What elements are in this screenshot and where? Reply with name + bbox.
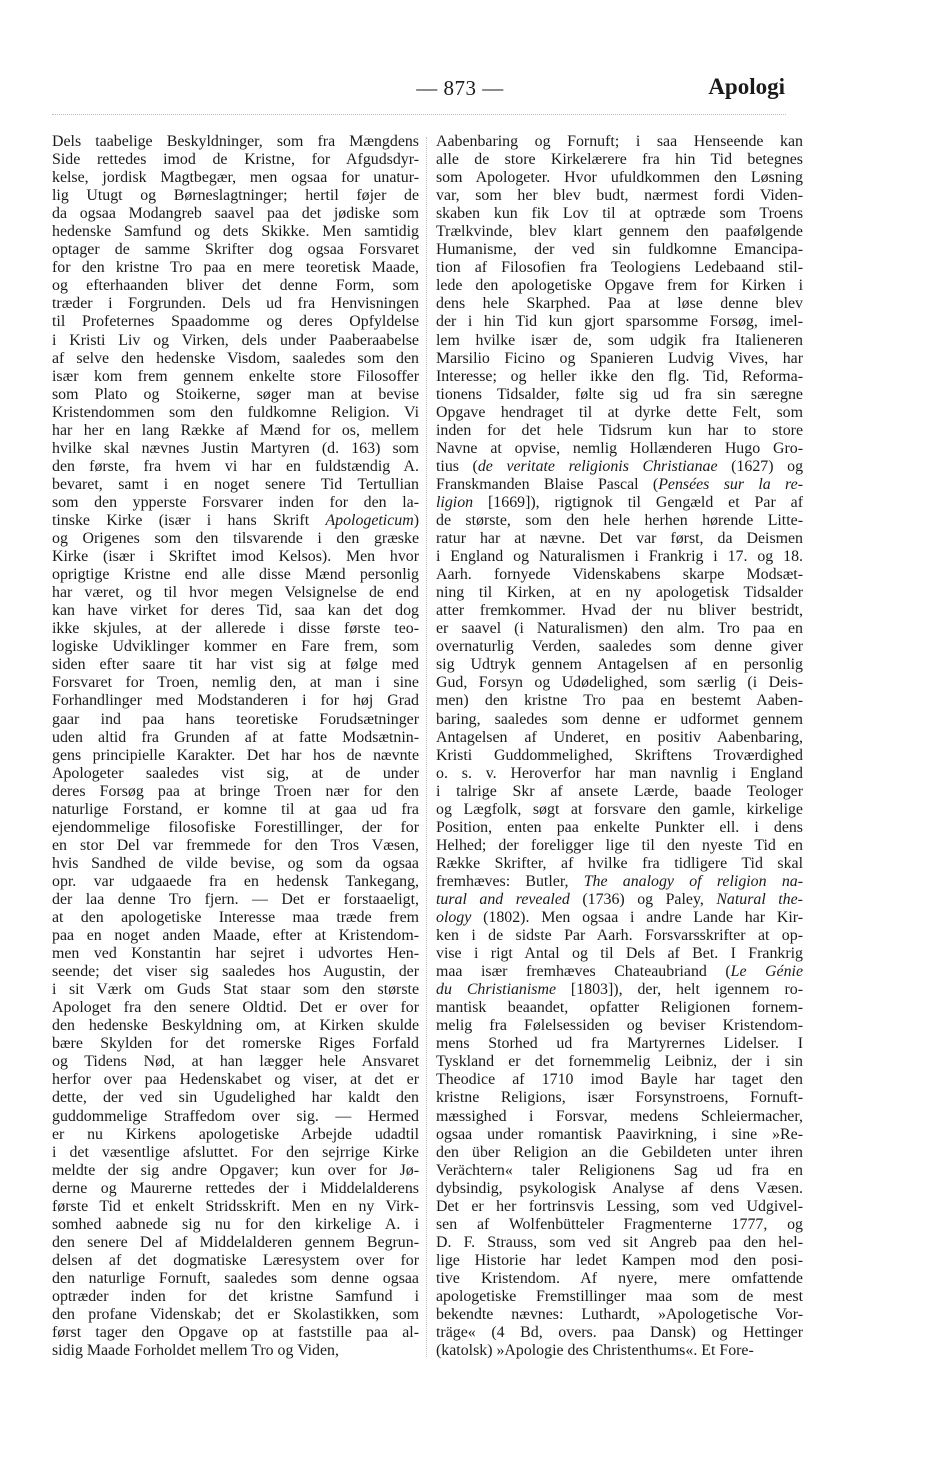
- text-line: lem hvilke især de, som udgik fra Italieneren: [436, 331, 803, 349]
- text-line: ratur har at nævne. Det var først, da Deismen: [436, 530, 803, 548]
- text-line: Apologet fra den senere Oldtid. Det er over for: [52, 999, 419, 1017]
- text-line: dens hele Skarphed. Paa at løse denne blev: [436, 295, 803, 313]
- text-line: først tager den Opgave op at faststille paa al-: [52, 1324, 419, 1342]
- text-line: Trælkvinde, blev klart gennem den paafølgende: [436, 223, 803, 241]
- text-line: og efterhaanden bliver det denne Form, som: [52, 277, 419, 295]
- text-line: i sit Værk om Guds Stat staar som den største: [52, 981, 419, 999]
- text-line: der i hin Tid kun gjort sparsomme Forsøg, imel-: [436, 313, 803, 331]
- text-line: har her en lang Række af Mænd for os, mellem: [52, 421, 419, 439]
- text-line: träge« (4 Bd, overs. paa Dansk) og Hettinger: [436, 1324, 803, 1342]
- text-line: Theodice af 1710 imod Bayle har taget den: [436, 1071, 803, 1089]
- text-line: atter fremkommer. Hvad der nu bliver bestridt,: [436, 602, 803, 620]
- text-line: Humanisme, der ved sin fuldkomne Emancipa-: [436, 241, 803, 259]
- text-line: Forhandlinger med Modstanderen i for høj Grad: [52, 692, 419, 710]
- text-line: oprigtige Kristne end alle disse Mænd personlig: [52, 566, 419, 584]
- text-line: overnaturlig Verden, saaledes som denne giver: [436, 638, 803, 656]
- text-line: (katolsk) »Apologie des Christenthums«. Et Fore-: [436, 1342, 754, 1360]
- text-line: i talrige Skr af ansete Lærde, baade Teologer: [436, 782, 803, 800]
- text-line: Franskmanden Blaise Pascal (Pensées sur la re-: [436, 475, 803, 493]
- text-line: første Tid et enkelt Stridsskrift. Men en ny Virk-: [52, 1197, 419, 1215]
- text-line: af selve den hedenske Visdom, saaledes som den: [52, 349, 419, 367]
- text-line: hvilke skal nævnes Justin Martyren (d. 163) som: [52, 439, 419, 457]
- text-line: Det er her fortrinsvis Lessing, som ved Udgivel-: [436, 1197, 803, 1215]
- text-line: den über Religion an die Gebildeten unter ihren: [436, 1143, 803, 1161]
- text-line: kristne Religions, især Forsynstroens, Fornuft-: [436, 1089, 803, 1107]
- text-line: der laa denne Tro fjern. — Det er forstaaeligt,: [52, 890, 419, 908]
- text-line: sidig Maade Forholdet mellem Tro og Viden,: [52, 1342, 339, 1360]
- text-line: Aarh. fornyede Videnskabens skarpe Modsæt-: [436, 566, 803, 584]
- text-line: uden altid fra Grunden af at fatte Modsætnin-: [52, 728, 419, 746]
- text-line: inden for det hele Tidsrum kun har to store: [436, 421, 803, 439]
- text-line: er nu Kirkens apologetiske Arbejde udadtil: [52, 1125, 419, 1143]
- text-line: guddommelige Straffedom over sig. — Hermed: [52, 1107, 419, 1125]
- right-column: [436, 133, 803, 1360]
- text-line: alle de store Kirkelærere fra hin Tid betegnes: [436, 151, 803, 169]
- text-line: kelse, jordisk Magtbegær, men ogsaa for unatur-: [52, 169, 419, 187]
- text-line: Interesse; og heller ikke den flg. Tid, Reforma-: [436, 367, 803, 385]
- text-line: Række Skrifter, af hvilke fra tidligere Tid skal: [436, 854, 803, 872]
- text-line: gaar ind paa hans teoretiske Forudsætninger: [52, 710, 419, 728]
- text-line: og Lægfolk, søgt at forsvare den gamle, kirkelige: [436, 800, 803, 818]
- text-line: for den kristne Tro paa en mere teoretisk Maade,: [52, 259, 419, 277]
- text-line: D. F. Strauss, som ved sit Angreb paa den hel-: [436, 1233, 803, 1251]
- text-line: tius (de veritate religionis Christianae (1627) og: [436, 457, 803, 475]
- text-line: den naturlige Fornuft, saaledes som denne ogsaa: [52, 1269, 419, 1287]
- text-line: som den ypperste Forsvarer inden for den la-: [52, 493, 419, 511]
- text-line: da ogsaa Modangreb saavel paa det jødiske som: [52, 205, 419, 223]
- text-line: herfor over paa Hedenskabet og viser, at det er: [52, 1071, 419, 1089]
- text-line: er saavel (i Naturalismen) den alm. Tro paa en: [436, 620, 803, 638]
- text-line: somhed aabnede sig nu for den kirkelige A. i: [52, 1215, 419, 1233]
- text-line: Gud, Forsyn og Udødelighed, som særlig (i Deis-: [436, 674, 803, 692]
- text-line: melig fra Følelsessiden og beviser Kristendom-: [436, 1017, 803, 1035]
- text-line: bevaret, samt i en noget senere Tid Tertullian: [52, 475, 419, 493]
- text-line: opr. var udgaaede fra en hedensk Tankegang,: [52, 872, 419, 890]
- text-line: sig Udtryk gennem Antagelsen af en personlig: [436, 656, 803, 674]
- text-line: lig Utugt og Børneslagtninger; hertil føjer de: [52, 187, 419, 205]
- text-line: tion af Filosofien fra Teologiens Ledebaand stil-: [436, 259, 803, 277]
- text-line: fremhæves: Butler, The analogy of religion na-: [436, 872, 803, 890]
- text-line: deres Forsøg paa at bringe Troen nær for den: [52, 782, 419, 800]
- text-line: gens principielle Karakter. Det har hos de nævnte: [52, 746, 419, 764]
- text-line: skaben kun fik Lov til at optræde som Troens: [436, 205, 803, 223]
- text-line: kan have virket for deres Tid, saa kan det dog: [52, 602, 419, 620]
- text-line: ken i de sidste Par Aarh. Forsvarsskrifter at op-: [436, 927, 803, 945]
- text-line: Forsvaret for Troen, nemlig den, at man i sine: [52, 674, 419, 692]
- text-line: meldte der sig andre Opgaver; kun over for Jø-: [52, 1161, 419, 1179]
- text-line: maa især fremhæves Chateaubriand (Le Génie: [436, 963, 803, 981]
- text-line: og Origenes som den tilsvarende i den græske: [52, 530, 419, 548]
- text-line: dette, der ved sin Ugudelighed har kaldt den: [52, 1089, 419, 1107]
- text-line: Position, enten paa enkelte Punkter ell. i dens: [436, 818, 803, 836]
- text-line: Antagelsen af Underet, en positiv Aabenbaring,: [436, 728, 803, 746]
- text-line: den første, fra hvem vi har en fuldstændig A.: [52, 457, 419, 475]
- text-line: Dels taabelige Beskyldninger, som fra Mængdens: [52, 133, 419, 150]
- text-line: i det væsentlige afsluttet. For den sejrrige Kirke: [52, 1143, 419, 1161]
- text-line: i Kristi Liv og Virken, dels under Paaberaabelse: [52, 331, 419, 349]
- left-column: [52, 133, 419, 1360]
- text-line: bekendte nævnes: Luthardt, »Apologetische Vor-: [436, 1306, 803, 1324]
- text-line: som Apologeter. Hvor ufuldkommen den Løsning: [436, 169, 803, 187]
- text-line: lige Historie har ledet Kampen mod den posi-: [436, 1251, 803, 1269]
- text-line: Side rettedes imod de Kristne, for Afgudsdyr-: [52, 151, 419, 169]
- column-rule: [426, 137, 427, 1357]
- text-line: ligion [1669]), rigtignok til Gengæld et Par af: [436, 493, 803, 511]
- header-rule: [52, 114, 786, 115]
- running-title: Apologi: [708, 74, 785, 99]
- text-line: logiske Udviklinger kommer en Fare frem, som: [52, 638, 419, 656]
- text-line: har været, og til hvor megen Velsignelse de end: [52, 584, 419, 602]
- text-line: mens Storhed ud fra Martyrernes Lidelser. I: [436, 1035, 803, 1053]
- text-line: mantisk beaandet, opfatter Religionen fornem-: [436, 999, 803, 1017]
- text-line: hedenske Samfund og dets Skikke. Men samtidig: [52, 223, 419, 241]
- text-line: til Profeternes Spaadomme og deres Opfyldelse: [52, 313, 419, 331]
- text-line: sen af Wolfenbütteler Fragmenterne 1777, og: [436, 1215, 803, 1233]
- text-line: og Tidens Nød, at han lægger hele Ansvaret: [52, 1053, 419, 1071]
- text-line: ikke skjules, at der allerede i disse første teo-: [52, 620, 419, 638]
- text-line: hvis Sandhed de vilde bevise, og som da ogsaa: [52, 854, 419, 872]
- text-line: Apologeter saaledes vist sig, at de under: [52, 764, 419, 782]
- text-line: Aabenbaring og Fornuft; i saa Henseende kan: [436, 133, 803, 150]
- text-line: de største, som den hele herhen hørende Litte-: [436, 511, 803, 529]
- text-line: den senere Del af Middelalderen gennem Begrun-: [52, 1233, 419, 1251]
- text-line: den profane Videnskab; det er Skolastikken, som: [52, 1306, 419, 1324]
- text-line: o. s. v. Heroverfor har man navnlig i England: [436, 764, 803, 782]
- text-line: dybsindig, psykologisk Analyse af dens Væsen.: [436, 1179, 803, 1197]
- text-line: optager de samme Skrifter dog ogsaa Forsvaret: [52, 241, 419, 259]
- text-line: træder i Forgrunden. Dels ud fra Henvisningen: [52, 295, 419, 313]
- text-line: Kristendommen som den fuldkomne Religion. Vi: [52, 403, 419, 421]
- text-line: Verächtern« taler Religionens Sag ud fra en: [436, 1161, 803, 1179]
- text-line: du Christianisme [1803]), der, helt igennem ro-: [436, 981, 803, 999]
- text-line: siden efter saare tit har vist sig at følge med: [52, 656, 419, 674]
- text-line: Marsilio Ficino og Spanieren Ludvig Vives, har: [436, 349, 803, 367]
- text-line: tionens Tidsalder, følte sig ud fra sin særegne: [436, 385, 803, 403]
- text-line: optræder inden for det kristne Samfund i: [52, 1288, 419, 1305]
- text-line: baring, saaledes som denne er udformet gennem: [436, 710, 803, 728]
- text-line: paa en noget anden Maade, efter at Kristendom-: [52, 927, 419, 945]
- text-line: vise i rigt Antal og til Dels af Bet. I Frankrig: [436, 945, 803, 963]
- text-line: ejendommelige filosofiske Forestillinger, der for: [52, 818, 419, 836]
- text-line: tinske Kirke (især i hans Skrift Apologeticum): [52, 511, 419, 529]
- text-line: især kom frem gennem enkelte store Filosoffer: [52, 367, 419, 385]
- text-line: Kirke (især i Skriftet imod Kelsos). Men hvor: [52, 548, 419, 566]
- text-line: men ved Konstantin har sejret i udvortes Hen-: [52, 945, 419, 963]
- text-line: delsen af det dogmatiske Læresystem over for: [52, 1251, 419, 1269]
- text-line: tural and revealed (1736) og Paley, Natural the-: [436, 890, 803, 908]
- text-line: ning til Kirken, at en ny apologetisk Tidsalder: [436, 584, 803, 602]
- text-line: lede den apologetiske Opgave frem for Kirken i: [436, 277, 803, 295]
- text-line: bære Skylden for det romerske Riges Forfald: [52, 1035, 419, 1053]
- text-line: i England og Naturalismen i Frankrig i 17. og 18.: [436, 548, 803, 566]
- text-line: seende; det viser sig saaledes hos Augustin, der: [52, 963, 419, 981]
- text-line: Navne at opvise, nemlig Hollænderen Hugo Gro-: [436, 439, 803, 457]
- text-line: apologetiske Fremstillinger maa som de mest: [436, 1288, 803, 1305]
- text-line: Helhed; der foreligger lige til den nyeste Tid en: [436, 836, 803, 854]
- text-line: var, som her blev budt, nærmest fordi Viden-: [436, 187, 803, 205]
- text-line: som Plato og Stoikerne, søger man at bevise: [52, 385, 419, 403]
- text-line: mæssighed i Forsvar, medens Schleiermacher,: [436, 1107, 803, 1125]
- page-number: — 873 —: [416, 76, 504, 100]
- text-line: Opgave hendraget til at dyrke dette Felt, som: [436, 403, 803, 421]
- text-line: naturlige Forstand, er komne til at gaa ud fra: [52, 800, 419, 818]
- text-line: den hedenske Beskyldning om, at Kirken skulde: [52, 1017, 419, 1035]
- text-line: en stor Del var fremmede for den Tros Væsen,: [52, 836, 419, 854]
- text-line: derne og Maurerne rettedes der i Middelalderens: [52, 1179, 419, 1197]
- text-line: ogsaa under romantisk Paavirkning, i sine »Re-: [436, 1125, 803, 1143]
- text-line: tive Kristendom. Af nyere, mere omfattende: [436, 1269, 803, 1287]
- text-line: Kristi Guddommelighed, Skriftens Troværdighed: [436, 746, 803, 764]
- text-line: ology (1802). Men ogsaa i andre Lande har Kir-: [436, 909, 803, 927]
- text-line: at den apologetiske Interesse maa træde frem: [52, 909, 419, 927]
- text-line: Tyskland er det fornemmelig Leibniz, der i sin: [436, 1053, 803, 1071]
- text-line: men) den kristne Tro paa en bestemt Aaben-: [436, 692, 803, 710]
